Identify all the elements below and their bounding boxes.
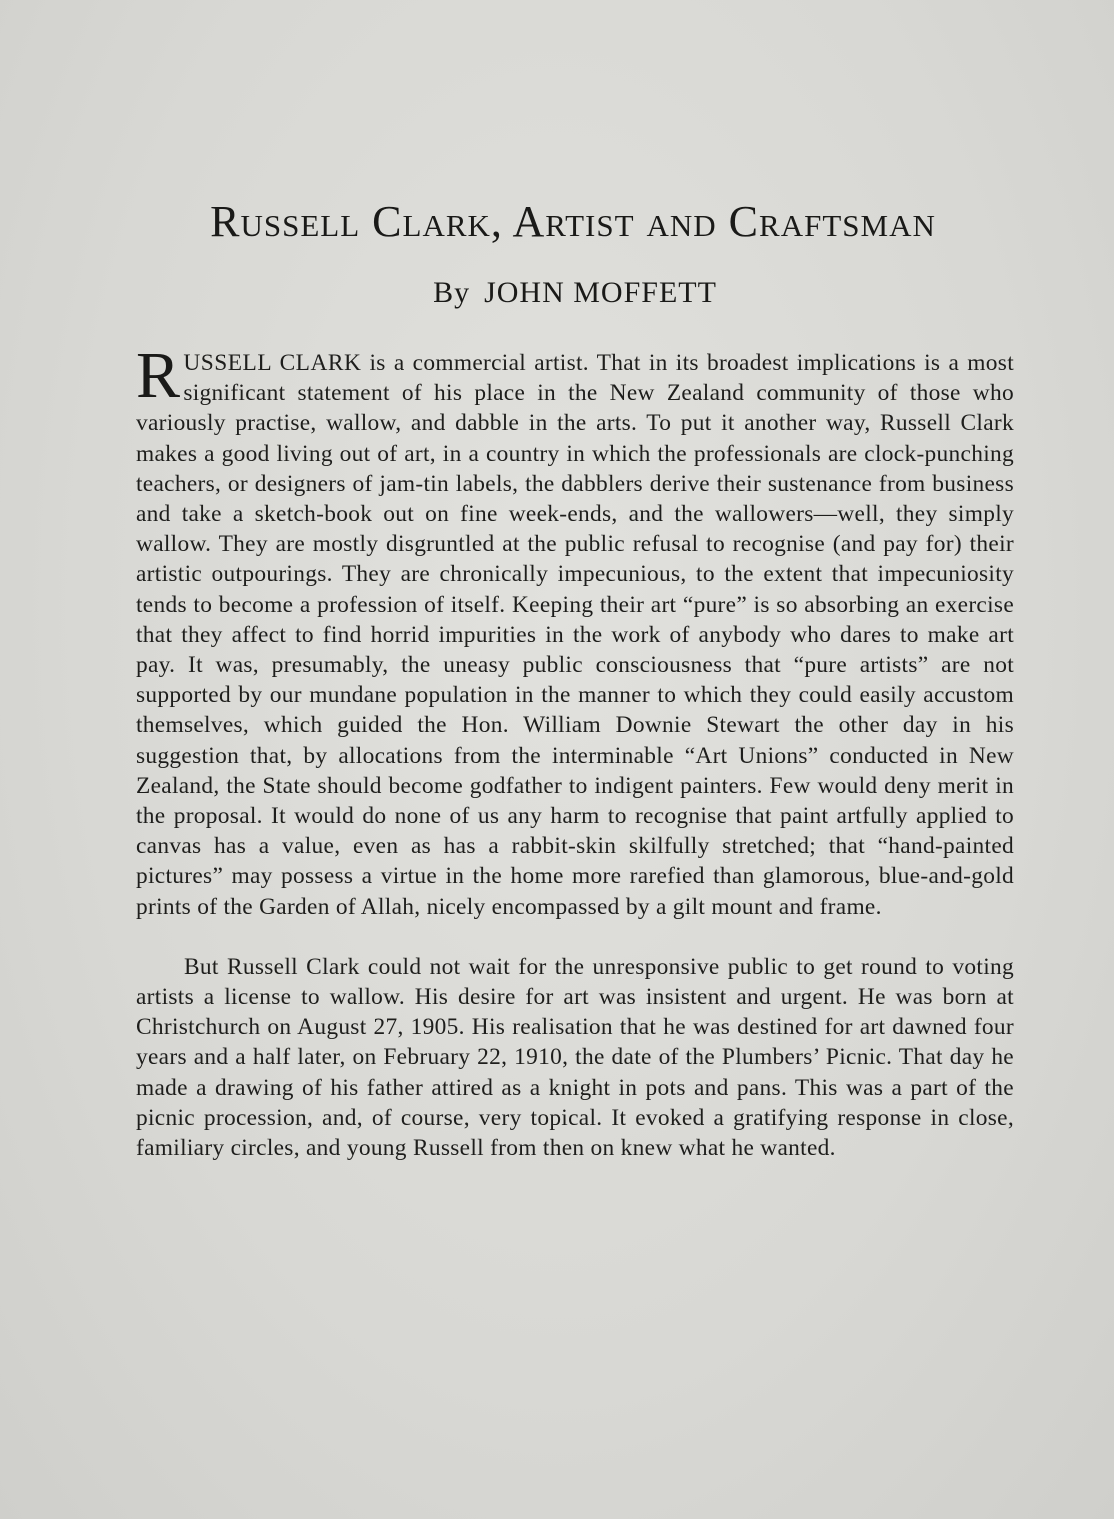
article-title: Russell Clark, Artist and Craftsman xyxy=(210,197,936,246)
paragraph-1 xyxy=(136,339,1014,922)
article-byline xyxy=(0,276,1114,310)
author-name: JOHN MOFFETT xyxy=(484,276,717,309)
paragraph-2: But Russell Clark could not wait for the unresponsive public to get round to voting artists a license to wallow. His desire for art was insistent and urgent. He was born at Christchurch on August 27, 1905. His realisation that he was destined for art dawned four years and a half later, on February 22, 1910, the date of the Plumbers’ Picnic. That day he made a drawing of his father attired as a knight in pots and pans. This was a part of the picnic procession, and, of course, very topical. It evoked a gratifying response in close, familiary circles, and young Russell from then on knew what he wanted. xyxy=(136,953,1014,1162)
article-body xyxy=(136,339,1014,1163)
drop-cap: R xyxy=(136,339,181,412)
lead-in-caps: USSELL CLARK xyxy=(183,350,362,376)
paragraph-1-text: is a commercial artist. That in its broadest implications is a most significant statement of his place in the New Zealand community of those who variously practise, wallow, and dabble in the arts. To put it another way, Russell Clark makes a good living out of art, in a country in which the professionals are clock-punching teachers, or designers of jam-tin labels, the dabblers derive their sustenance from business and take a sketch-book out on fine week-ends, and the wallowers—well, they simply wallow. They are mostly disgruntled at the public refusal to recognise (and pay for) their artistic outpourings. They are chronically impecunious, to the extent that impecuniosity tends to become a profession of itself. Keeping their art “pure” is so absorbing an exercise that they affect to find horrid impurities in the work of anybody who dares to make art pay. It was, presumably, the uneasy public consciousness that “pure artists” are not supported by our mundane population in the manner to which they could easily accustom themselves, which guided the Hon. William Downie Stewart the other day in his suggestion that, by allocations from the interminable “Art Unions” conducted in New Zealand, the State should become godfather to indigent painters. Few would deny merit in the proposal. It would do none of us any harm to recognise that paint artfully applied to canvas has a value, even as has a rabbit-skin skilfully stretched; that “hand-painted pictures” may possess a virtue in the home more rarefied than glamorous, blue-and-gold prints of the Garden of Allah, nicely encompassed by a gilt mount and frame. xyxy=(136,350,1014,920)
byline-prefix: By xyxy=(433,276,471,309)
